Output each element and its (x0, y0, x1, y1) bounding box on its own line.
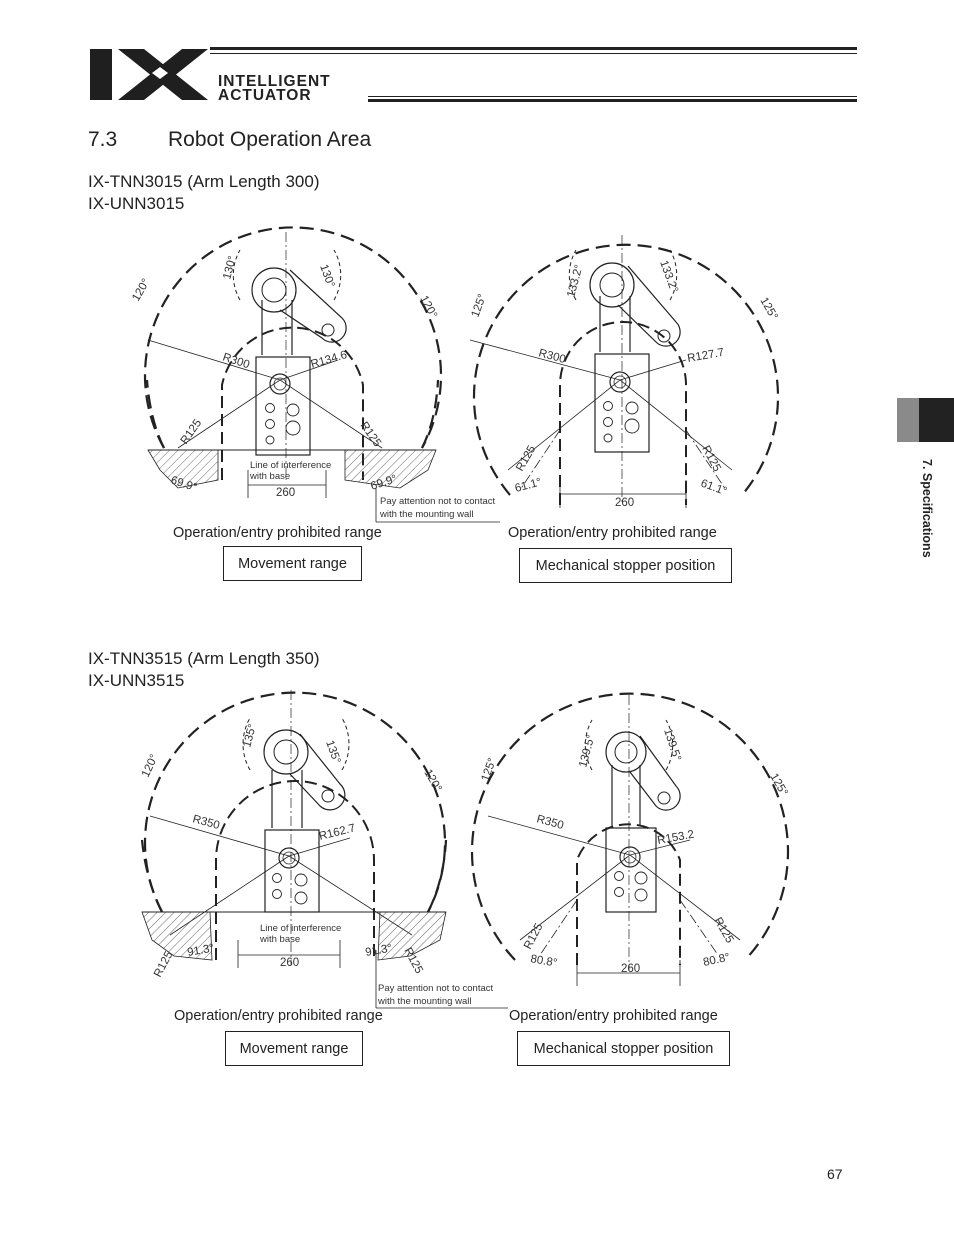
m1r-radius-low-l: R125 (514, 443, 539, 474)
m1l-note-2: with base (250, 471, 291, 482)
brand-line-1: INTELLIGENT (218, 73, 331, 90)
m2r-angle-side-l: 125° (479, 756, 499, 784)
m2l-radius-low-r: R125 (401, 945, 425, 976)
m1r-angle-low-r: 61.1° (698, 477, 729, 499)
m1r-angle-side-l: 125° (469, 292, 489, 320)
m1l-radius-low-l: R125 (178, 417, 205, 447)
m2r-radius-main: R350 (535, 813, 565, 833)
m2l-angle-low-l: 91.3° (186, 942, 216, 959)
brand-line-2: ACTUATOR (218, 87, 312, 104)
m2-prohibited-right: Operation/entry prohibited range (509, 1008, 718, 1024)
m1-stopper-position-box: Mechanical stopper position (519, 548, 732, 583)
m1r-angle-low-l: 61.1° (513, 476, 543, 495)
m2l-angle-top-a: 135° (241, 722, 260, 749)
m1-movement-range-box: Movement range (223, 546, 362, 581)
m2l-note-1: Line of interference (260, 923, 342, 934)
m2r-radius-low-l: R125 (522, 921, 546, 952)
m1l-radius-arm: R134.6 (309, 349, 349, 371)
m1l-angle-low-l: 69.9° (169, 474, 199, 495)
m2r-angle-low-l: 80.8° (529, 953, 559, 970)
section-number: 7.3 (88, 128, 118, 151)
model-1-name: IX-TNN3015 (Arm Length 300) (88, 172, 320, 191)
m2l-dim: 260 (280, 957, 300, 969)
m2l-angle-side-r: 120° (421, 767, 444, 795)
m1l-angle-side-r: 120° (417, 293, 440, 321)
m2r-angle-side-r: 125° (767, 771, 790, 799)
m2r-angle-top-b: 139.5° (661, 727, 683, 763)
m2r-radius-arm: R153.2 (656, 828, 696, 847)
m2-movement-range-box: Movement range (225, 1031, 363, 1066)
m1l-note-1: Line of interference (250, 460, 332, 471)
m2l-angle-low-r: 91.3° (364, 942, 394, 959)
m2l-angle-top-b: 135° (323, 738, 343, 766)
m1-prohibited-left: Operation/entry prohibited range (173, 525, 382, 541)
section-title-text: Robot Operation Area (168, 128, 372, 151)
m1l-angle-low-r: 69.9° (369, 473, 399, 493)
m2l-angle-side-l: 120° (139, 752, 161, 780)
m1r-radius-main: R300 (537, 347, 567, 367)
model-1-alt-name: IX-UNN3015 (88, 194, 185, 213)
m1r-angle-top-a: 133.2° (565, 263, 586, 299)
m2-prohibited-left: Operation/entry prohibited range (174, 1008, 383, 1024)
m1-wall-note-2: with the mounting wall (380, 509, 474, 520)
m1l-angle-top-a: 130° (221, 254, 240, 281)
m2l-note-2: with base (260, 934, 301, 945)
page-number: 67 (827, 1166, 843, 1182)
m1r-dim: 260 (615, 497, 635, 509)
m2r-angle-top-a: 139.5° (577, 733, 598, 769)
m2-wall-note-1: Pay attention not to contact (378, 983, 494, 994)
m1l-radius-main: R300 (221, 351, 251, 372)
m2l-radius-arm: R162.7 (317, 822, 357, 843)
m1r-radius-arm: R127.7 (686, 346, 726, 365)
m2r-radius-low-r: R125 (711, 915, 736, 946)
m1r-angle-side-r: 125° (757, 295, 780, 323)
m2l-radius-main: R350 (191, 813, 221, 833)
m1r-angle-top-b: 133.2° (657, 258, 680, 295)
chapter-label: 7. Specifications (920, 459, 934, 558)
m1-prohibited-right: Operation/entry prohibited range (508, 525, 717, 541)
m1l-angle-top-b: 130° (317, 262, 337, 290)
model-2-name: IX-TNN3515 (Arm Length 350) (88, 649, 320, 668)
m1l-dim: 260 (276, 487, 296, 499)
m1l-radius-low-r: R125 (357, 419, 384, 450)
m2r-dim: 260 (621, 963, 641, 975)
m2-wall-note-2: with the mounting wall (378, 996, 472, 1007)
m1-wall-note-1: Pay attention not to contact (380, 496, 496, 507)
m2l-radius-low-l: R125 (152, 949, 176, 980)
model-2-alt-name: IX-UNN3515 (88, 671, 185, 690)
m1r-radius-low-r: R125 (699, 443, 723, 474)
m1l-angle-side-l: 120° (130, 276, 153, 304)
m2r-angle-low-r: 80.8° (702, 951, 732, 969)
m2-stopper-position-box: Mechanical stopper position (517, 1031, 730, 1066)
